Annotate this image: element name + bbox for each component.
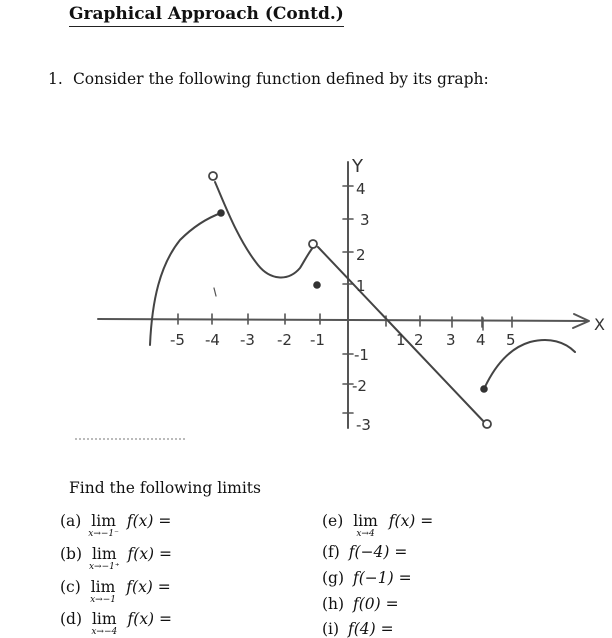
function-graph [0,140,612,440]
limit-operator: lim x→−1 [90,578,116,605]
value-expression: f(−1) = [352,569,412,587]
limit-operator: lim x→4 [353,512,378,539]
y-tick-label: -1 [354,346,369,364]
faded-divider [75,438,185,440]
limit-subscript: x→−1⁺ [88,562,120,572]
limit-subscript: x→−1⁻ [88,529,119,539]
filled-dot-left [217,209,225,217]
value-item-i [322,620,394,638]
y-tick-label: 4 [356,180,366,198]
filled-dot-at-minus-1 [313,281,321,289]
limit-subscript: x→4 [356,529,375,539]
limit-item-b [60,545,173,572]
question-1 [48,70,489,88]
item-label: (f) [322,543,340,561]
open-dot-at-minus-1 [309,240,317,248]
filled-dot-at-4 [480,385,488,393]
item-label: (b) [60,545,83,563]
item-label: (e) [322,512,344,530]
curve-right-branch [484,340,575,389]
find-heading: Find the following limits [69,479,261,497]
x-tick-label: -5 [170,331,185,349]
limit-operator: lim x→−1⁺ [88,545,120,572]
x-tick-label: -4 [205,331,220,349]
limit-operator: lim x→−4 [91,610,118,637]
y-tick-label: -2 [352,377,367,395]
y-tick-label: 1 [356,277,366,295]
x-tick-label: 4 [476,331,486,349]
x-tick-label: -3 [240,331,255,349]
page-title: Graphical Approach (Contd.) [69,4,344,27]
limit-expression: f(x) = [126,578,171,596]
value-item-h [322,595,399,613]
value-item-f [322,543,407,561]
x-axis [98,319,588,321]
limit-expression: f(x) = [127,545,173,563]
open-dot-top [209,172,217,180]
curve-left-branch [150,213,221,345]
item-label: (g) [322,569,345,587]
limit-item-e [322,512,434,539]
item-label: (a) [60,512,82,530]
value-expression: f(−4) = [348,543,408,561]
limit-operator: lim x→−1⁻ [88,512,119,539]
y-tick-label: 2 [356,246,366,264]
limit-expression: f(x) = [388,512,434,530]
y-tick-label: -3 [356,416,371,434]
x-tick-label: -2 [277,331,292,349]
x-tick-label: 3 [446,331,456,349]
limit-subscript: x→−4 [91,627,118,637]
question-number: 1. [48,70,63,88]
limit-expression: f(x) = [126,512,172,530]
y-axis-label: Y [352,156,363,177]
item-label: (d) [60,610,83,628]
x-tick-label: -1 [310,331,325,349]
item-label: (h) [322,595,345,613]
limit-expression: f(x) = [127,610,173,628]
item-label: (i) [322,620,340,638]
open-dot-bottom [483,420,491,428]
value-expression: f(0) = [353,595,399,613]
limit-subscript: x→−1 [90,595,116,605]
limit-item-c [60,578,171,605]
x-tick-label: 5 [506,331,516,349]
x-tick-label: 2 [414,331,424,349]
curve-middle-branch [215,182,315,277]
x-tick-label: 1 [396,331,406,349]
value-item-g [322,569,412,587]
x-axis-label: X [594,315,605,334]
question-text: Consider the following function defined by its graph: [72,70,489,88]
limit-item-a [60,512,172,539]
y-tick-label: 3 [360,211,370,229]
limit-item-d [60,610,173,637]
value-expression: f(4) = [348,620,394,638]
item-label: (c) [60,578,81,596]
